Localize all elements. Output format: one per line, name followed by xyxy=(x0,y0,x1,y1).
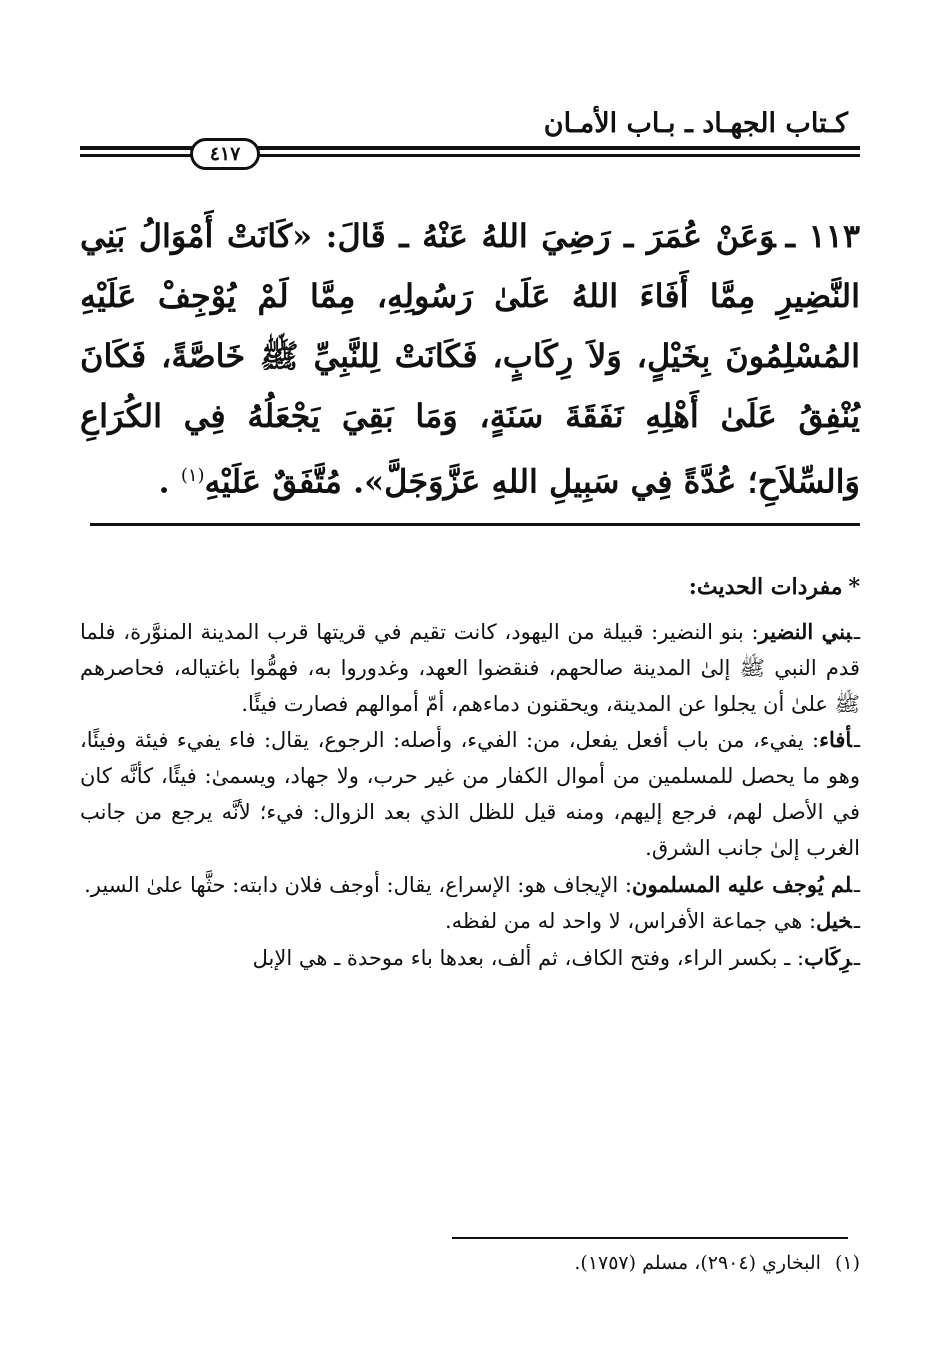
vocabulary-item xyxy=(80,722,860,866)
vocabulary-list xyxy=(80,614,860,977)
footnote-rule xyxy=(452,1237,848,1239)
vocabulary-definition: : الإيجاف هو: الإسراع، يقال: أوجف فلان دابته: حثَّها علىٰ السير. xyxy=(84,872,633,897)
running-header-title: كـتاب الجهـاد ـ بـاب الأمـان xyxy=(543,108,848,139)
footnote-text: البخاري (٢٩٠٤)، مسلم (١٧٥٧). xyxy=(574,1252,821,1274)
hadith-end: . xyxy=(158,462,181,501)
vocabulary-heading xyxy=(689,574,860,600)
vocabulary-term: رِكَاب xyxy=(804,945,852,971)
page-number: ٤١٧ xyxy=(209,143,241,165)
star-icon: * xyxy=(848,574,860,600)
vocabulary-term: لم يُوجف عليه المسلمون xyxy=(632,871,852,897)
item-dash: ـ xyxy=(853,909,860,934)
hadith-body: وَعَنْ عُمَرَ ـ رَضِيَ اللهُ عَنْهُ ـ قَالَ: «كَانَتْ أَمْوَالُ بَنِي النَّضِيرِ مِمَّا أَفَاءَ اللهُ عَلَىٰ رَسُولِهِ، مِمَّا لَمْ يُوْجِفْ عَلَيْهِ المُسْلِمُونَ بِخَيْلٍ، وَلاَ رِكَابٍ، فَكَانَتْ لِلنَّبِيِّ ﷺ خَاصَّةً، فَكَانَ يُنْفِقُ عَلَىٰ أَهْلِهِ نَفَقَةَ سَنَةٍ، وَمَا بَقِيَ يَجْعَلُهُ فِي الكُرَاعِ وَالسِّلاَحِ؛ عُدَّةً فِي سَبِيلِ اللهِ عَزَّوَجَلَّ». مُتَّفَقٌ عَلَيْهِ xyxy=(80,217,860,501)
vocabulary-definition: : يفيء، من باب أفعل يفعل، من: الفيء، وأصله: الرجوع، يقال: فاء يفيء فيئة وفيئًا، وهو ما يحصل للمسلمين من أموال الكفار من غير حرب، ولا جهاد، ويسمىٰ: فيئًا، كأنَّه كان في الأصل لهم، فرجع إليهم، ومنه قيل للظل الذي بعد الزوال: فيء؛ لأنَّه يرجع من جانب الغرب إلىٰ جانب الشرق. xyxy=(80,728,860,860)
header-rule-right-thin xyxy=(256,154,860,157)
vocabulary-definition: : ـ بكسر الراء، وفتح الكاف، ثم ألف، بعدها باء موحدة ـ هي الإبل xyxy=(252,946,805,971)
vocabulary-term: أفاء xyxy=(819,727,852,753)
vocabulary-definition: : هي جماعة الأفراس، لا واحد له من لفظه. xyxy=(444,909,817,934)
item-dash: ـ xyxy=(853,620,860,644)
hadith-number: ١١٣ ـ xyxy=(785,217,861,255)
vocabulary-term: خيل xyxy=(816,908,852,934)
vocabulary-item xyxy=(80,614,860,722)
header-rule-right xyxy=(256,146,860,150)
header-rule-left-thin xyxy=(80,154,192,157)
vocabulary-item xyxy=(80,903,860,940)
item-dash: ـ xyxy=(853,728,860,753)
item-dash: ـ xyxy=(853,946,860,971)
item-dash: ـ xyxy=(853,872,860,897)
vocabulary-definition: : بنو النضير: قبيلة من اليهود، كانت تقيم في قريتها قرب المدينة المنوَّرة، فلما قدم النبي ﷺ إلىٰ المدينة صالحهم، فنقضوا العهد، وغدوروا به، فهمُّوا باغتياله، فحاصرهم ﷺ علىٰ أن يجلوا عن المدينة، ويحقنون دماءهم، أمّ أموالهم فصارت فيئًا. xyxy=(80,620,860,716)
vocabulary-term: بني النضير xyxy=(758,619,852,644)
page-number-badge xyxy=(190,138,260,170)
header-rule-left xyxy=(80,146,192,150)
vocabulary-item xyxy=(80,867,860,904)
vocabulary-heading-text: مفردات الحديث: xyxy=(688,574,843,600)
footnote-number: (١) xyxy=(834,1252,860,1274)
hadith-text-block xyxy=(80,206,860,512)
section-divider xyxy=(90,523,860,526)
vocabulary-item xyxy=(80,940,860,977)
footnote-reference: (١) xyxy=(180,465,205,486)
footnote xyxy=(574,1252,860,1274)
